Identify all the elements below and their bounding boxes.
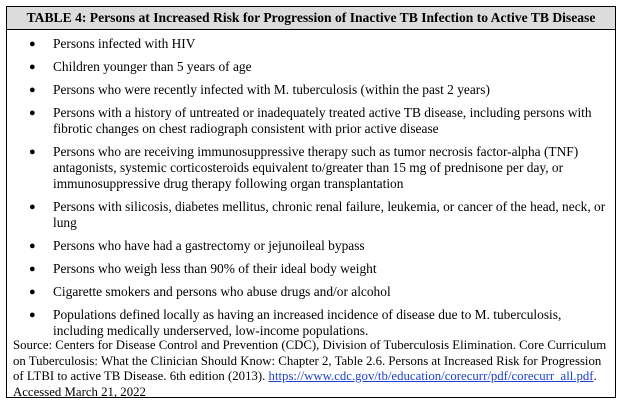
list-item-text: Persons who weigh less than 90% of their ideal body weight bbox=[53, 261, 377, 276]
list-item bbox=[7, 261, 611, 277]
bullet-icon: ● bbox=[29, 263, 36, 275]
list-item-text: Persons with silicosis, diabetes mellitus, chronic renal failure, leukemia, or cancer of the head, neck, or lung bbox=[53, 199, 606, 230]
list-item-text: Populations defined locally as having an increased incidence of disease due to M. tuberculosis, including medically underserved, low-income populations. bbox=[53, 307, 562, 338]
list-item bbox=[7, 82, 611, 98]
bullet-icon: ● bbox=[29, 61, 36, 73]
source-citation bbox=[13, 338, 609, 400]
bullet-icon: ● bbox=[29, 107, 36, 119]
list-item-text: Cigarette smokers and persons who abuse drugs and/or alcohol bbox=[53, 284, 391, 299]
risk-list bbox=[7, 30, 615, 339]
list-item bbox=[7, 59, 611, 75]
list-item-text: Persons infected with HIV bbox=[53, 36, 196, 51]
list-item bbox=[7, 105, 611, 137]
source-link[interactable]: https://www.cdc.gov/tb/education/corecurr/pdf/corecurr_all.pdf bbox=[268, 369, 594, 383]
bullet-icon: ● bbox=[29, 286, 36, 298]
list-item-text: Persons who are receiving immunosuppressive therapy such as tumor necrosis factor-alpha (TNF) antagonists, systemic corticosteroids equivalent to/greater than 15 mg of prednisone per day, or immunosuppressive drug therapy following organ transplantation bbox=[53, 144, 579, 191]
list-item bbox=[7, 199, 611, 231]
list-item-text: Persons who were recently infected with M. tuberculosis (within the past 2 years) bbox=[53, 82, 490, 97]
list-item-text: Children younger than 5 years of age bbox=[53, 59, 252, 74]
table-title: TABLE 4: Persons at Increased Risk for Progression of Inactive TB Infection to Active TB Disease bbox=[7, 7, 615, 30]
list-item bbox=[7, 36, 611, 52]
bullet-icon: ● bbox=[29, 201, 36, 213]
list-item-text: Persons with a history of untreated or inadequately treated active TB disease, including persons with fibrotic changes on chest radiograph consistent with prior active disease bbox=[53, 105, 592, 136]
source-text: Source: Centers for Disease Control and Prevention (CDC), Division of Tuberculosis Elimination. Core Curriculum on Tuberculosis: What the Clinician Should Know: Chapter 2, Table 2.6. Persons at Increased Risk for Progression of LTBI to active TB Disease. 6th edition (2013). bbox=[13, 338, 607, 383]
list-item bbox=[7, 307, 611, 339]
list-item-text: Persons who have had a gastrectomy or jejunoileal bypass bbox=[53, 238, 365, 253]
list-item bbox=[7, 238, 611, 254]
list-item bbox=[7, 144, 611, 192]
bullet-icon: ● bbox=[29, 38, 36, 50]
bullet-icon: ● bbox=[29, 146, 36, 158]
risk-table bbox=[6, 6, 616, 398]
bullet-icon: ● bbox=[29, 240, 36, 252]
bullet-icon: ● bbox=[29, 309, 36, 321]
list-item bbox=[7, 284, 611, 300]
bullet-icon: ● bbox=[29, 84, 36, 96]
source-accessed-text: . Accessed March 21, 2022 bbox=[13, 369, 597, 399]
